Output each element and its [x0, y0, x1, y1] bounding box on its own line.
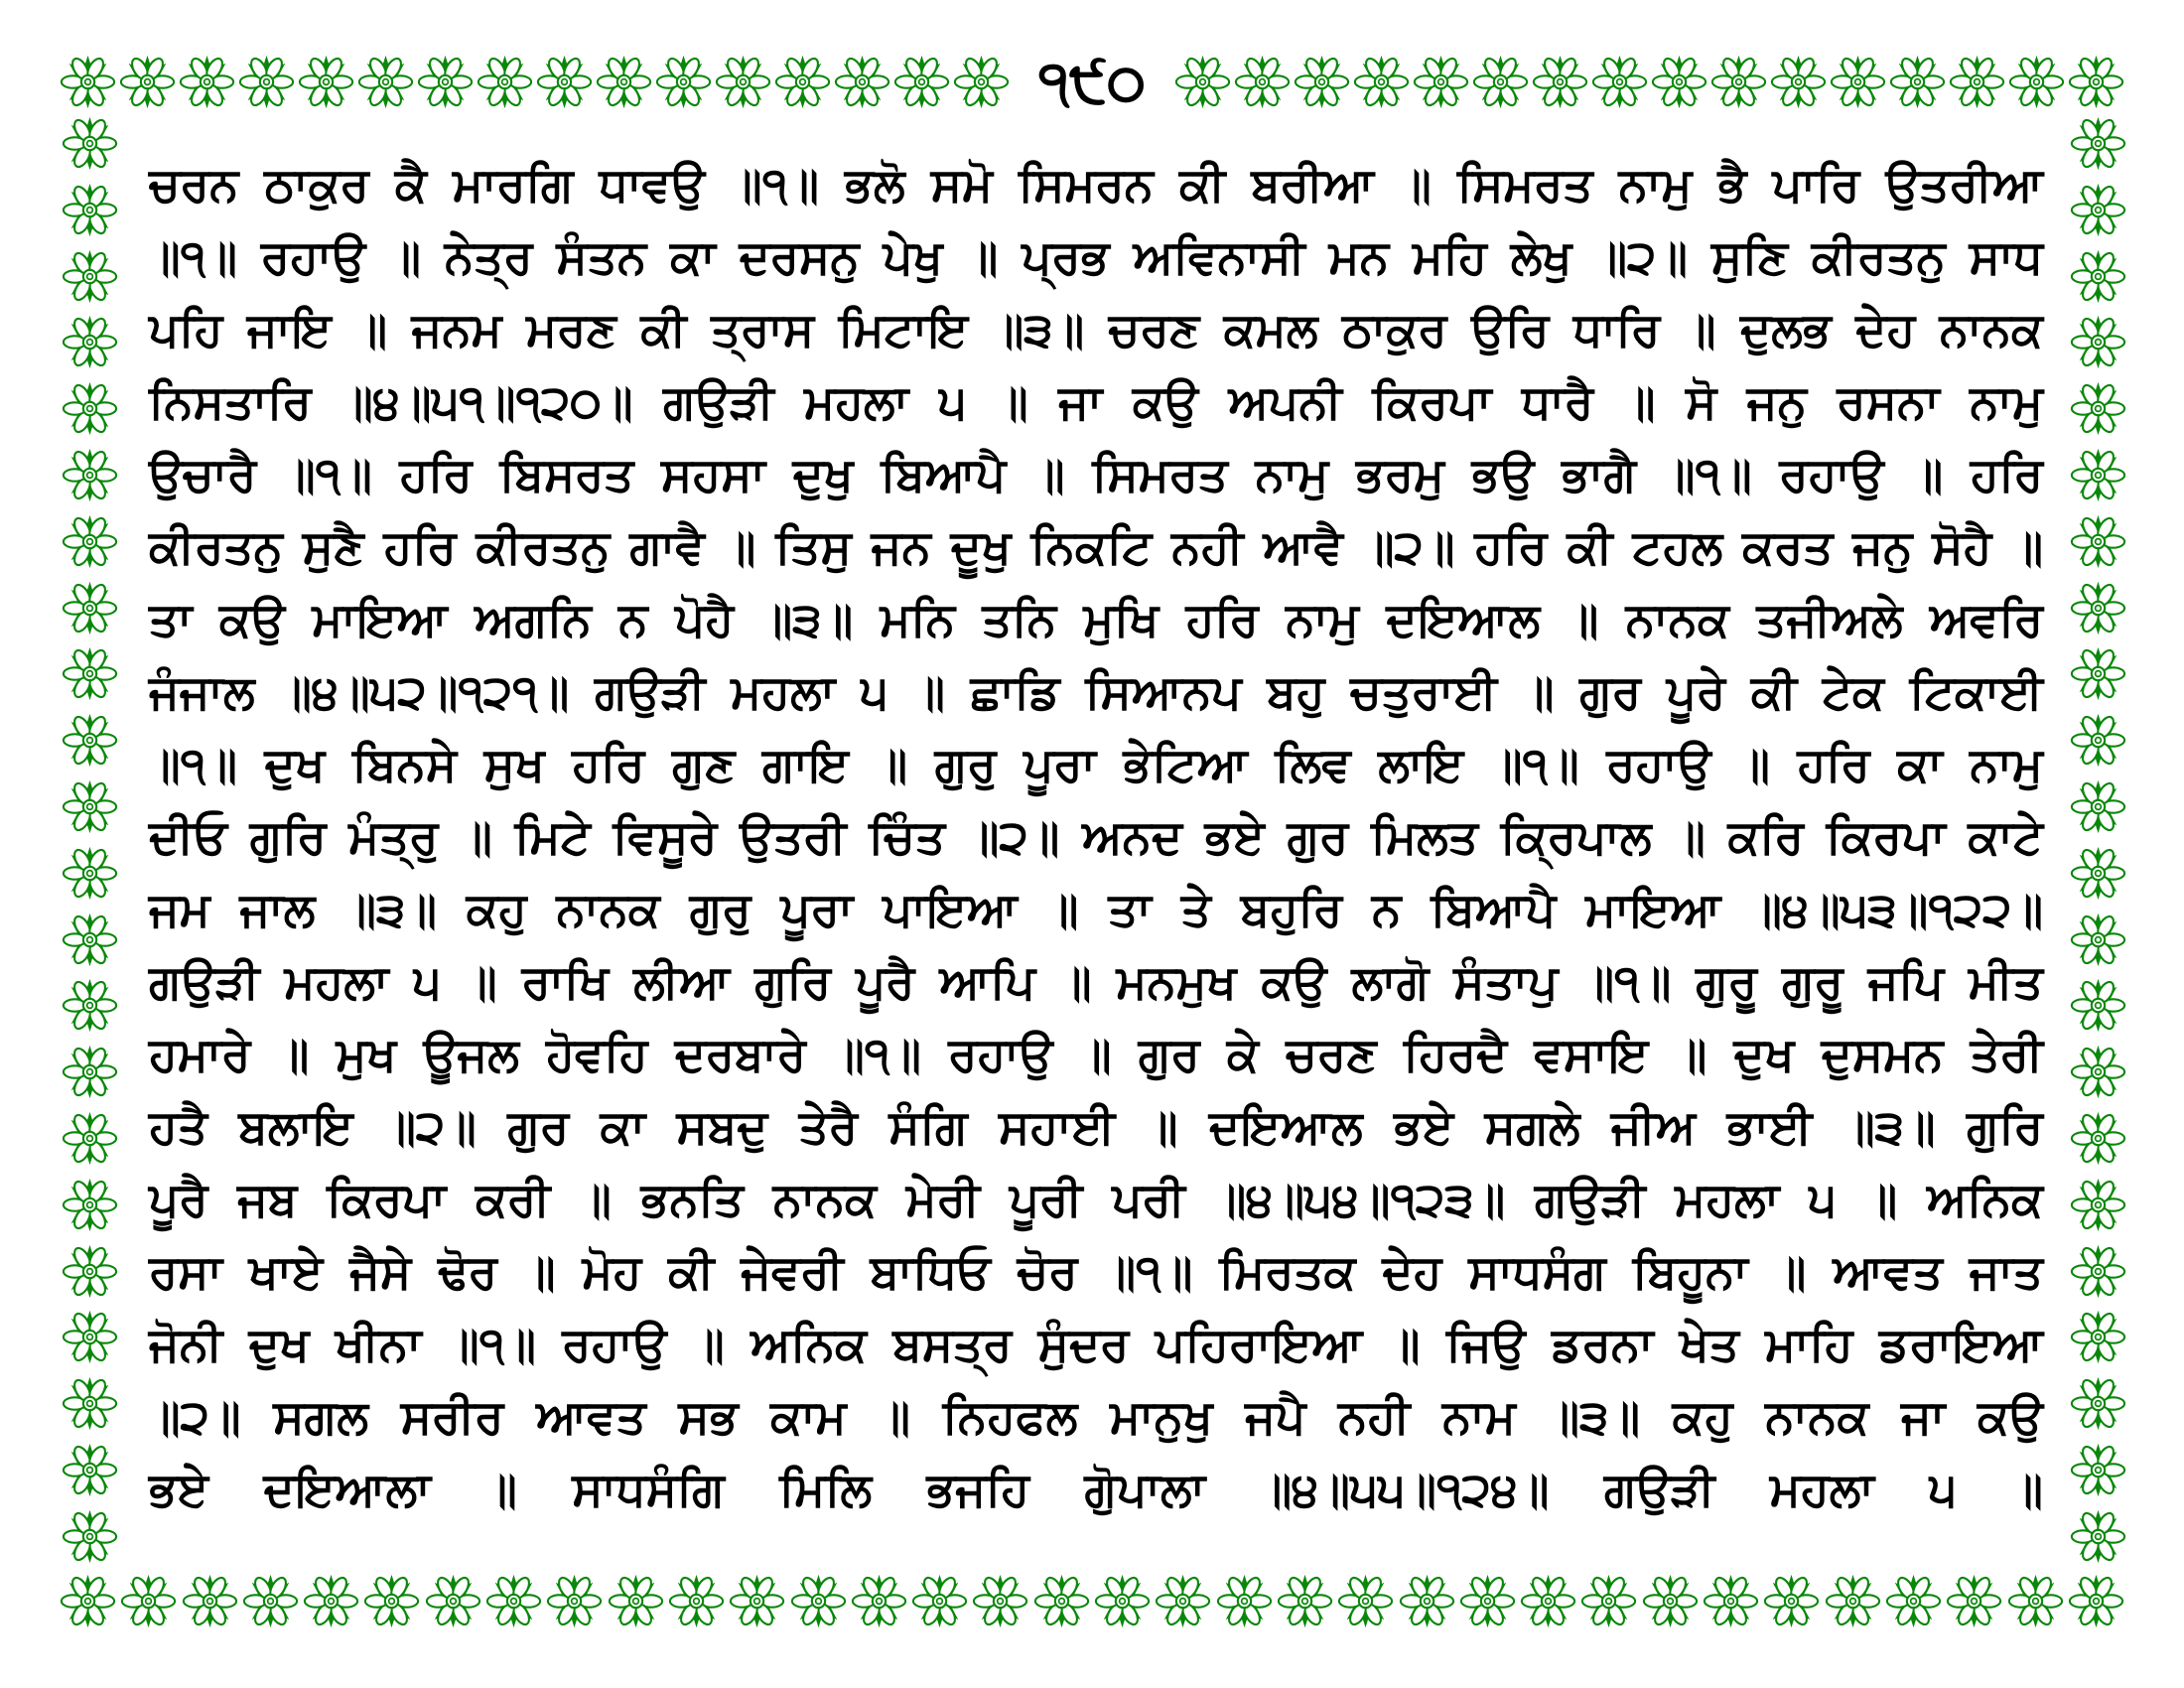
text-line: ॥੧॥ ਰਹਾਉ ॥ ਨੇਤ੍ਰ ਸੰਤਨ ਕਾ ਦਰਸਨੁ ਪੇਖੁ ॥ ਪ੍ਰਭ ਅਵਿਨਾਸੀ ਮਨ ਮਹਿ ਲੇਖੁ ॥੨॥ ਸੁਣਿ ਕੀਰਤਨੁ ਸਾਧ	[149, 230, 2043, 285]
flower-ornament-icon	[1413, 54, 1469, 110]
flower-ornament-icon	[2007, 1573, 2064, 1629]
flower-ornament-icon	[62, 778, 118, 835]
flower-ornament-icon	[2070, 182, 2126, 238]
flower-ornament-icon	[1580, 1573, 1637, 1629]
flower-ornament-icon	[1277, 1573, 1333, 1629]
flower-ornament-icon	[2070, 645, 2126, 702]
flower-ornament-icon	[357, 54, 414, 110]
flower-ornament-icon	[62, 712, 118, 769]
flower-ornament-icon	[655, 54, 712, 110]
flower-ornament-icon	[477, 54, 533, 110]
border-top-left-flowers	[60, 54, 1010, 110]
flower-ornament-icon	[60, 54, 116, 110]
flower-ornament-icon	[62, 1508, 118, 1565]
flower-ornament-icon	[596, 54, 652, 110]
flower-ornament-icon	[2070, 1177, 2126, 1233]
flower-ornament-icon	[1155, 1573, 1211, 1629]
flower-ornament-icon	[2070, 1243, 2126, 1300]
flower-ornament-icon	[1234, 54, 1291, 110]
flower-ornament-icon	[417, 54, 474, 110]
flower-ornament-icon	[62, 513, 118, 570]
flower-ornament-icon	[1472, 54, 1529, 110]
text-line: ਦੀਓ ਗੁਰਿ ਮੰਤ੍ਰੁ ॥ ਮਿਟੇ ਵਿਸੂਰੇ ਉਤਰੀ ਚਿੰਤ ॥੨॥ ਅਨਦ ਭਏ ਗੁਰ ਮਿਲਤ ਕ੍ਰਿਪਾਲ ॥ ਕਰਿ ਕਿਰਪਾ ਕਾਟੇ	[149, 810, 2043, 865]
flower-ornament-icon	[62, 977, 118, 1034]
text-line: ਜੋਨੀ ਦੁਖ ਖੀਨਾ ॥੧॥ ਰਹਾਉ ॥ ਅਨਿਕ ਬਸਤ੍ਰ ਸੁੰਦਰ ਪਹਿਰਾਇਆ ॥ ਜਿਉ ਡਰਨਾ ਖੇਤ ਮਾਹਿ ਡਰਾਇਆ	[149, 1318, 2043, 1372]
flower-ornament-icon	[2070, 1309, 2126, 1365]
flower-ornament-icon	[893, 54, 950, 110]
text-line: ॥੨॥ ਸਗਲ ਸਰੀਰ ਆਵਤ ਸਭ ਕਾਮ ॥ ਨਿਹਫਲ ਮਾਨੁਖੁ ਜਪੈ ਨਹੀ ਨਾਮ ॥੩॥ ਕਹੁ ਨਾਨਕ ਜਾ ਕਉ	[149, 1390, 2043, 1445]
flower-ornament-icon	[911, 1573, 968, 1629]
flower-ornament-icon	[1399, 1573, 1455, 1629]
scripture-text	[149, 149, 2043, 1526]
flower-ornament-icon	[62, 1309, 118, 1365]
flower-ornament-icon	[62, 447, 118, 503]
flower-ornament-icon	[62, 1044, 118, 1100]
text-line: ਚਰਨ ਠਾਕੁਰ ਕੈ ਮਾਰਗਿ ਧਾਵਉ ॥੧॥ ਭਲੋ ਸਮੋ ਸਿਮਰਨ ਕੀ ਬਰੀਆ ॥ ਸਿਮਰਤ ਨਾਮੁ ਭੈ ਪਾਰਿ ਉਤਰੀਆ	[149, 158, 2043, 212]
flower-ornament-icon	[2008, 54, 2065, 110]
flower-ornament-icon	[62, 248, 118, 305]
flower-ornament-icon	[2070, 380, 2126, 437]
flower-ornament-icon	[1353, 54, 1410, 110]
flower-ornament-icon	[953, 54, 1010, 110]
flower-ornament-icon	[298, 54, 354, 110]
flower-ornament-icon	[2070, 447, 2126, 503]
flower-ornament-icon	[62, 380, 118, 437]
text-line: ਪਹਿ ਜਾਇ ॥ ਜਨਮ ਮਰਣ ਕੀ ਤ੍ਰਾਸ ਮਿਟਾਇ ॥੩॥ ਚਰਣ ਕਮਲ ਠਾਕੁਰ ਉਰਿ ਧਾਰਿ ॥ ਦੁਲਭ ਦੇਹ ਨਾਨਕ	[149, 303, 2043, 357]
flower-ornament-icon	[182, 1573, 238, 1629]
flower-ornament-icon	[485, 1573, 542, 1629]
flower-ornament-icon	[1763, 1573, 1820, 1629]
flower-ornament-icon	[774, 54, 831, 110]
flower-ornament-icon	[2070, 977, 2126, 1034]
flower-ornament-icon	[2070, 712, 2126, 769]
text-line: ਕੀਰਤਨੁ ਸੁਣੈ ਹਰਿ ਕੀਰਤਨੁ ਗਾਵੈ ॥ ਤਿਸੁ ਜਨ ਦੂਖੁ ਨਿਕਟਿ ਨਹੀ ਆਵੈ ॥੨॥ ਹਰਿ ਕੀ ਟਹਲ ਕਰਤ ਜਨੁ ਸੋਹੈ ॥	[149, 520, 2043, 575]
text-line: ਪੂਰੈ ਜਬ ਕਿਰਪਾ ਕਰੀ ॥ ਭਨਤਿ ਨਾਨਕ ਮੇਰੀ ਪੂਰੀ ਪਰੀ ॥੪॥੫੪॥੧੨੩॥ ਗਉੜੀ ਮਹਲਾ ੫ ॥ ਅਨਿਕ	[149, 1173, 2043, 1227]
flower-ornament-icon	[62, 182, 118, 238]
text-line: ਗਉੜੀ ਮਹਲਾ ੫ ॥ ਰਾਖਿ ਲੀਆ ਗੁਰਿ ਪੂਰੈ ਆਪਿ ॥ ਮਨਮੁਖ ਕਉ ਲਾਗੋ ਸੰਤਾਪੁ ॥੧॥ ਗੁਰੂ ਗੁਰੂ ਜਪਿ ਮੀਤ	[149, 955, 2043, 1010]
flower-ornament-icon	[2070, 912, 2126, 968]
border-right	[2070, 115, 2126, 1565]
flower-ornament-icon	[62, 1442, 118, 1498]
flower-ornament-icon	[1520, 1573, 1576, 1629]
flower-ornament-icon	[972, 1573, 1028, 1629]
flower-ornament-icon	[2070, 580, 2126, 636]
text-line: ਜਮ ਜਾਲ ॥੩॥ ਕਹੁ ਨਾਨਕ ਗੁਰੁ ਪੂਰਾ ਪਾਇਆ ॥ ਤਾ ਤੇ ਬਹੁਰਿ ਨ ਬਿਆਪੈ ਮਾਇਆ ॥੪॥੫੩॥੧੨੨॥	[149, 883, 2043, 937]
flower-ornament-icon	[62, 1375, 118, 1432]
flower-ornament-icon	[2070, 115, 2126, 172]
text-line: ਭਏ ਦਇਆਲਾ ॥ ਸਾਧਸੰਗਿ ਮਿਲਿ ਭਜਹਿ ਗੋੁਪਾਲਾ ॥੪॥੫੫॥੧੨੪॥ ਗਉੜੀ ਮਹਲਾ ੫ ॥	[149, 1463, 2043, 1517]
flower-ornament-icon	[790, 1573, 847, 1629]
flower-ornament-icon	[62, 1110, 118, 1167]
flower-ornament-icon	[120, 1573, 177, 1629]
flower-ornament-icon	[2070, 1508, 2126, 1565]
flower-ornament-icon	[668, 1573, 725, 1629]
flower-ornament-icon	[62, 1243, 118, 1300]
flower-ornament-icon	[425, 1573, 481, 1629]
flower-ornament-icon	[242, 1573, 299, 1629]
text-line: ਤਾ ਕਉ ਮਾਇਆ ਅਗਨਿ ਨ ਪੋਹੈ ॥੩॥ ਮਨਿ ਤਨਿ ਮੁਖਿ ਹਰਿ ਨਾਮੁ ਦਇਆਲ ॥ ਨਾਨਕ ਤਜੀਅਲੇ ਅਵਰਿ	[149, 593, 2043, 647]
flower-ornament-icon	[1710, 54, 1767, 110]
text-line: ਨਿਸਤਾਰਿ ॥੪॥੫੧॥੧੨੦॥ ਗਉੜੀ ਮਹਲਾ ੫ ॥ ਜਾ ਕਉ ਅਪਨੀ ਕਿਰਪਾ ਧਾਰੈ ॥ ਸੋ ਜਨੁ ਰਸਨਾ ਨਾਮੁ	[149, 375, 2043, 430]
flower-ornament-icon	[2070, 845, 2126, 902]
flower-ornament-icon	[62, 912, 118, 968]
flower-ornament-icon	[1459, 1573, 1516, 1629]
border-bottom	[60, 1571, 2124, 1630]
flower-ornament-icon	[363, 1573, 420, 1629]
flower-ornament-icon	[1094, 1573, 1151, 1629]
flower-ornament-icon	[1294, 54, 1350, 110]
text-line: ਹਤੈ ਬਲਾਇ ॥੨॥ ਗੁਰ ਕਾ ਸਬਦੁ ਤੇਰੈ ਸੰਗਿ ਸਹਾਈ ॥ ਦਇਆਲ ਭਏ ਸਗਲੇ ਜੀਅ ਭਾਈ ॥੩॥ ਗੁਰਿ	[149, 1100, 2043, 1155]
text-line: ॥੧॥ ਦੁਖ ਬਿਨਸੇ ਸੁਖ ਹਰਿ ਗੁਣ ਗਾਇ ॥ ਗੁਰੁ ਪੂਰਾ ਭੇਟਿਆ ਲਿਵ ਲਾਇ ॥੧॥ ਰਹਾਉ ॥ ਹਰਿ ਕਾ ਨਾਮੁ	[149, 738, 2043, 792]
flower-ornament-icon	[62, 1177, 118, 1233]
text-line: ਜੰਜਾਲ ॥੪॥੫੨॥੧੨੧॥ ਗਉੜੀ ਮਹਲਾ ੫ ॥ ਛਾਡਿ ਸਿਆਨਪ ਬਹੁ ਚਤੁਰਾਈ ॥ ਗੁਰ ਪੂਰੇ ਕੀ ਟੇਕ ਟਿਕਾਈ	[149, 665, 2043, 720]
flower-ornament-icon	[2068, 54, 2124, 110]
flower-ornament-icon	[1946, 1573, 2002, 1629]
flower-ornament-icon	[1216, 1573, 1273, 1629]
flower-ornament-icon	[536, 54, 593, 110]
border-top-right-flowers	[1174, 54, 2124, 110]
flower-ornament-icon	[1703, 1573, 1759, 1629]
flower-ornament-icon	[1885, 1573, 1942, 1629]
flower-ornament-icon	[60, 1573, 116, 1629]
flower-ornament-icon	[2070, 1375, 2126, 1432]
flower-ornament-icon	[608, 1573, 664, 1629]
flower-ornament-icon	[1532, 54, 1588, 110]
flower-ornament-icon	[62, 314, 118, 370]
flower-ornament-icon	[1033, 1573, 1090, 1629]
flower-ornament-icon	[1591, 54, 1648, 110]
flower-ornament-icon	[2070, 513, 2126, 570]
flower-ornament-icon	[715, 54, 771, 110]
flower-ornament-icon	[62, 645, 118, 702]
flower-ornament-icon	[1889, 54, 1946, 110]
flower-ornament-icon	[1830, 54, 1886, 110]
flower-ornament-icon	[238, 54, 295, 110]
flower-ornament-icon	[2070, 248, 2126, 305]
flower-ornament-icon	[1949, 54, 2005, 110]
text-line: ਹਮਾਰੇ ॥ ਮੁਖ ਊਜਲ ਹੋਵਹਿ ਦਰਬਾਰੇ ॥੧॥ ਰਹਾਉ ॥ ਗੁਰ ਕੇ ਚਰਣ ਹਿਰਦੈ ਵਸਾਇ ॥ ਦੁਖ ਦੁਸਮਨ ਤੇਰੀ	[149, 1028, 2043, 1082]
border-top	[60, 48, 2124, 115]
flower-ornament-icon	[62, 845, 118, 902]
flower-ornament-icon	[2070, 314, 2126, 370]
flower-ornament-icon	[2068, 1573, 2124, 1629]
flower-ornament-icon	[546, 1573, 603, 1629]
flower-ornament-icon	[1651, 54, 1707, 110]
page-number: ੧੯੦	[1037, 48, 1147, 115]
border-left	[62, 115, 118, 1565]
flower-ornament-icon	[2070, 1442, 2126, 1498]
flower-ornament-icon	[729, 1573, 785, 1629]
text-line: ਰਸਾ ਖਾਏ ਜੈਸੇ ਢੋਰ ॥ ਮੋਹ ਕੀ ਜੇਵਰੀ ਬਾਧਿਓ ਚੋਰ ॥੧॥ ਮਿਰਤਕ ਦੇਹ ਸਾਧਸੰਗ ਬਿਹੂਨਾ ॥ ਆਵਤ ਜਾਤ	[149, 1245, 2043, 1300]
flower-ornament-icon	[119, 54, 176, 110]
flower-ornament-icon	[1825, 1573, 1881, 1629]
text-line: ਉਚਾਰੈ ॥੧॥ ਹਰਿ ਬਿਸਰਤ ਸਹਸਾ ਦੁਖੁ ਬਿਆਪੈ ॥ ਸਿਮਰਤ ਨਾਮੁ ਭਰਮੁ ਭਉ ਭਾਗੈ ॥੧॥ ਰਹਾਉ ॥ ਹਰਿ	[149, 448, 2043, 502]
flower-ornament-icon	[1642, 1573, 1699, 1629]
flower-ornament-icon	[1337, 1573, 1394, 1629]
flower-ornament-icon	[179, 54, 235, 110]
flower-ornament-icon	[303, 1573, 359, 1629]
flower-ornament-icon	[1770, 54, 1827, 110]
flower-ornament-icon	[62, 115, 118, 172]
flower-ornament-icon	[62, 580, 118, 636]
flower-ornament-icon	[1174, 54, 1231, 110]
flower-ornament-icon	[834, 54, 890, 110]
flower-ornament-icon	[2070, 1110, 2126, 1167]
flower-ornament-icon	[851, 1573, 907, 1629]
flower-ornament-icon	[2070, 1044, 2126, 1100]
flower-ornament-icon	[2070, 778, 2126, 835]
